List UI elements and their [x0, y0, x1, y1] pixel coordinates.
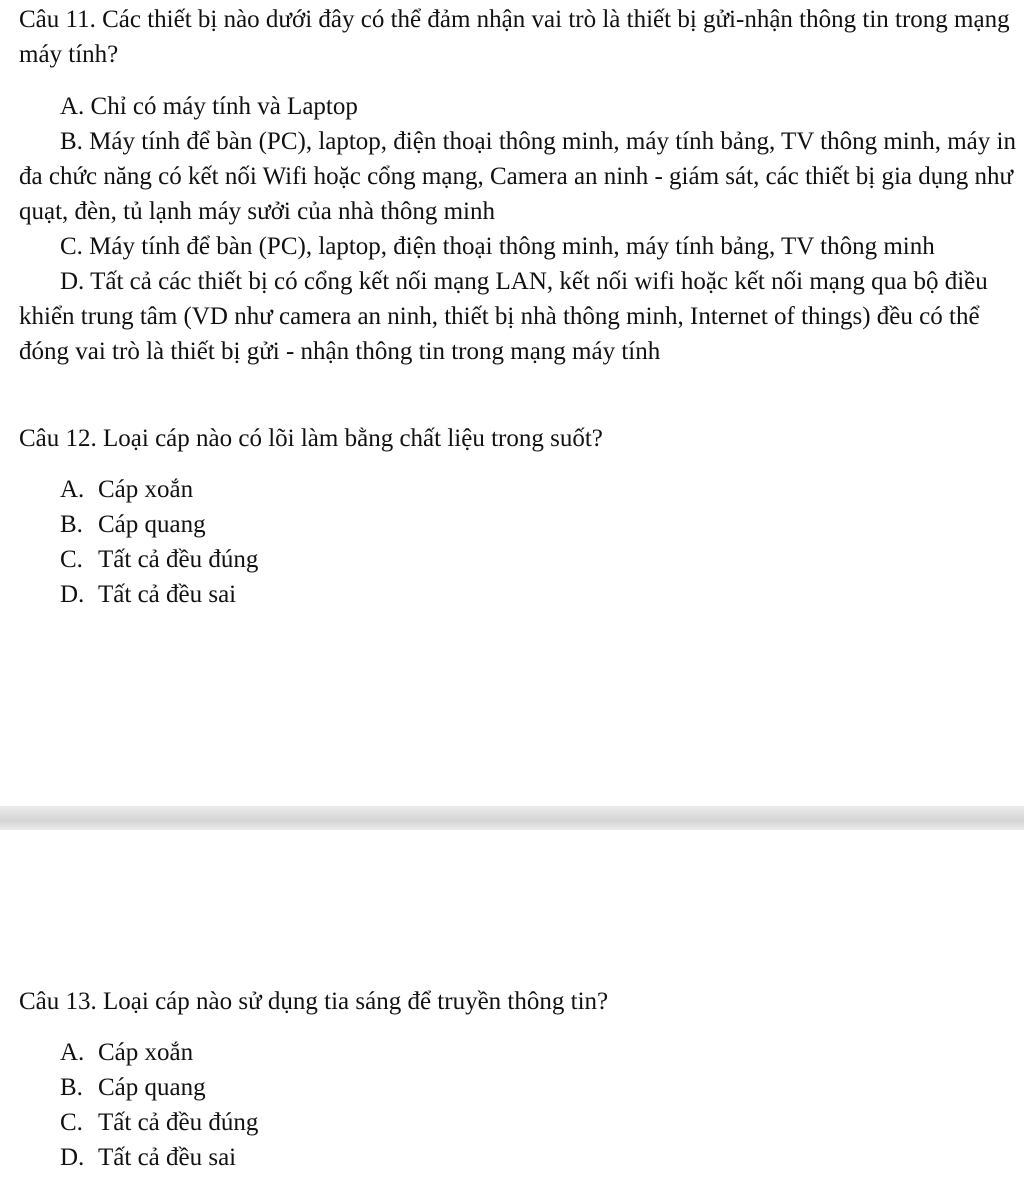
- option-letter: B.: [60, 1074, 83, 1101]
- option-letter: A.: [60, 476, 85, 503]
- option-c: C. Máy tính để bàn (PC), laptop, điện thoại thông minh, máy tính bảng, TV thông minh: [60, 233, 935, 260]
- option-d: [19, 577, 1019, 612]
- option-c: [19, 1105, 1019, 1140]
- option-letter: A.: [60, 1039, 85, 1066]
- option-letter: D.: [60, 581, 85, 608]
- option-text: Cáp xoắn: [98, 476, 194, 503]
- option-d: [19, 1140, 1019, 1175]
- option-c: [19, 542, 1019, 577]
- option-a: [19, 1035, 1019, 1070]
- option-text: Cáp quang: [98, 1074, 206, 1101]
- option-text: Tất cả đều đúng: [98, 546, 259, 573]
- question-title: Câu 13. Loại cáp nào sử dụng tia sáng để truyền thông tin?: [19, 988, 609, 1015]
- option-text: Tất cả đều sai: [98, 581, 237, 608]
- option-a: A. Chỉ có máy tính và Laptop: [60, 93, 358, 120]
- question-13: [19, 984, 1019, 1175]
- question-12: [19, 421, 1019, 612]
- option-text: Tất cả đều sai: [98, 1144, 237, 1171]
- option-text: Cáp quang: [98, 511, 206, 538]
- question-title: Câu 11. Các thiết bị nào dưới đây có thể đảm nhận vai trò là thiết bị gửi-nhận thông tin trong mạng máy tính?: [19, 6, 1010, 68]
- option-a: [19, 472, 1019, 507]
- option-letter: B.: [60, 511, 83, 538]
- option-b: [19, 507, 1019, 542]
- question-11: [19, 2, 1019, 369]
- page-separator: [0, 806, 1024, 830]
- option-letter: C.: [60, 1109, 83, 1136]
- option-d: D. Tất cả các thiết bị có cổng kết nối mạng LAN, kết nối wifi hoặc kết nối mạng qua bộ điều khiển trung tâm (VD như camera an ninh, thiết bị nhà thông minh, Internet of things) đều có thể đóng vai trò là thiết bị gửi - nhận thông tin trong mạng máy tính: [19, 268, 988, 365]
- question-title: Câu 12. Loại cáp nào có lõi làm bằng chất liệu trong suốt?: [19, 425, 603, 452]
- option-b: [19, 1070, 1019, 1105]
- option-letter: C.: [60, 546, 83, 573]
- option-text: Tất cả đều đúng: [98, 1109, 259, 1136]
- option-text: Cáp xoắn: [98, 1039, 194, 1066]
- option-b: B. Máy tính để bàn (PC), laptop, điện thoại thông minh, máy tính bảng, TV thông minh, máy in đa chức năng có kết nối Wifi hoặc cổng mạng, Camera an ninh - giám sát, các thiết bị gia dụng như quạt, đèn, tủ lạnh máy sưởi của nhà thông minh: [19, 128, 1016, 225]
- option-letter: D.: [60, 1144, 85, 1171]
- document-page-2: [0, 830, 1024, 1193]
